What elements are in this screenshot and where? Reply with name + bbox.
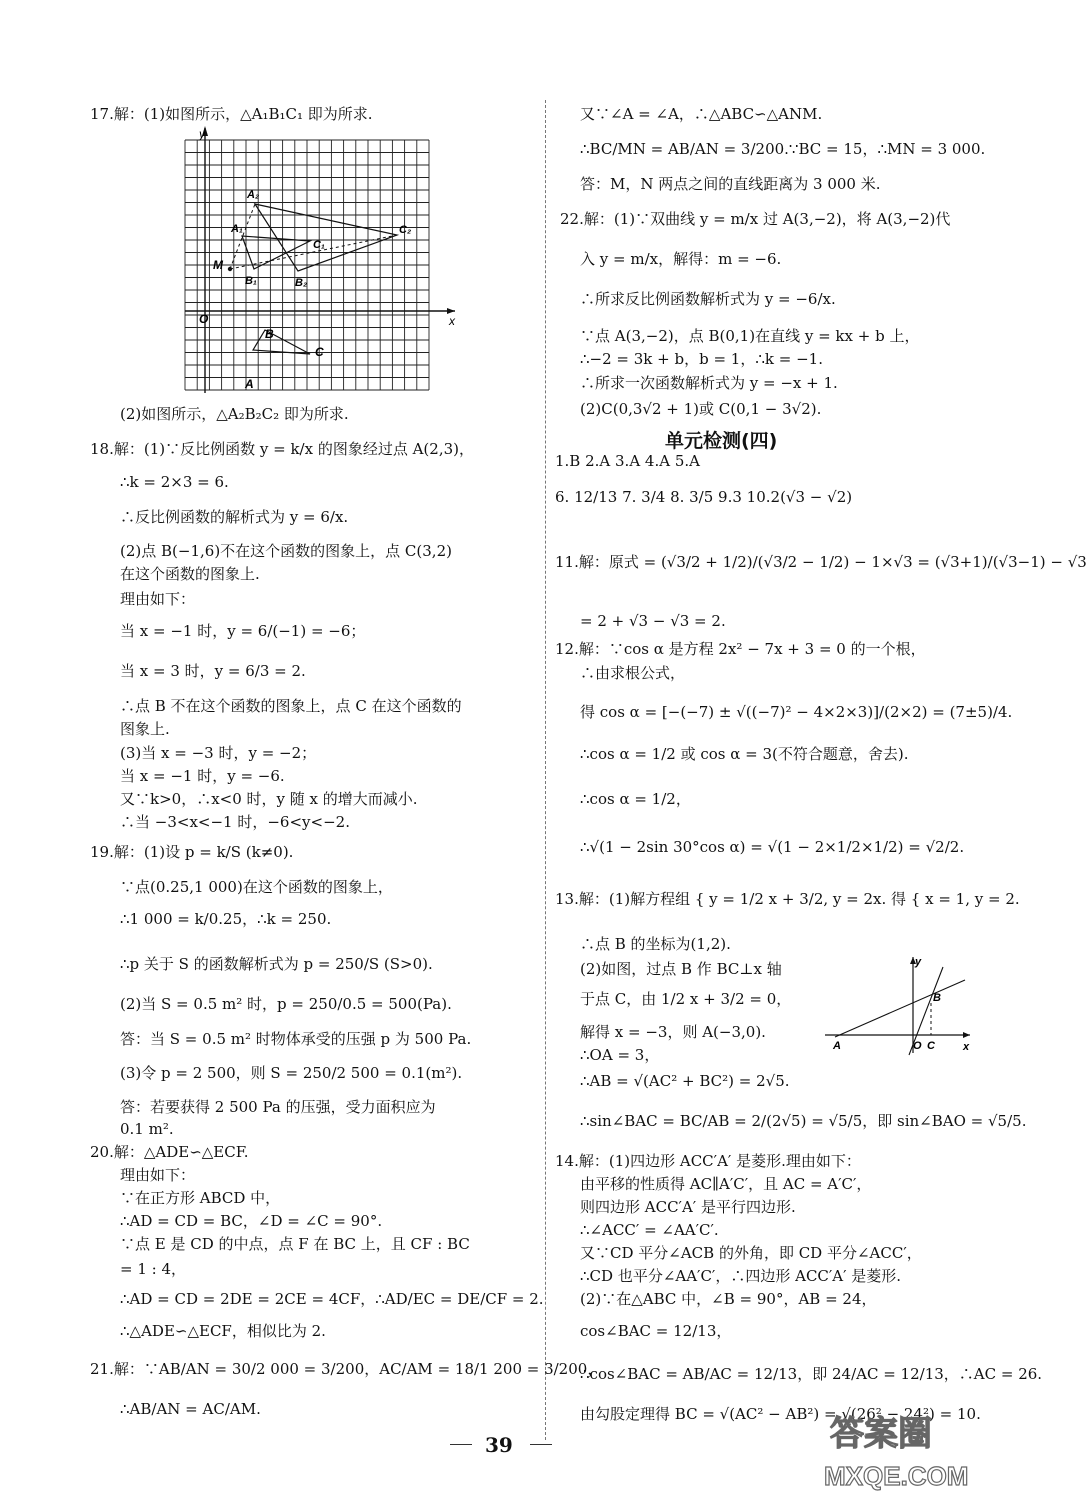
q18-line-6: 理由如下： (120, 590, 196, 608)
answers-row-2: 6. 12/13 7. 3/4 8. 3/5 9.3 10.2(√3 − √2) (555, 488, 853, 506)
q14-line-4: ∴∠ACC′ = ∠AA′C′. (580, 1221, 719, 1239)
q19-line-1: 19.解：(1)设 p = k/S (k≠0). (90, 843, 294, 861)
q14-line-5: 又∵CD 平分∠ACB 的外角，即 CD 平分∠ACC′， (580, 1244, 922, 1262)
q13-line-6: ∴OA = 3， (580, 1046, 660, 1064)
q22-line-4: ∵点 A(3,−2)，点 B(0,1)在直线 y = kx + b 上， (580, 327, 920, 345)
page-number-dash-left (450, 1444, 472, 1445)
q19-line-4: ∴p 关于 S 的函数解析式为 p = 250/S (S>0). (120, 955, 433, 973)
grid-origin-label: O (199, 312, 209, 326)
q12-line-4: ∴cos α = 1/2 或 cos α = 3(不符合题意，舍去). (580, 745, 909, 763)
q14-line-2: 由平移的性质得 AC∥A′C′，且 AC = A′C′， (580, 1175, 872, 1193)
triangle-a2b2c2 (255, 204, 397, 271)
q13-line-3: (2)如图，过点 B 作 BC⊥x 轴 (580, 960, 782, 978)
fig13-x-label: x (963, 1041, 970, 1053)
grid-m-label: M (213, 258, 223, 272)
grid-c2-label: C₂ (399, 224, 412, 236)
q13-line-1: 13.解：(1)解方程组 { y = 1/2 x + 3/2, y = 2x. 得 { x = 1, y = 2. (555, 890, 1020, 908)
q11-line-2: = 2 + √3 − √3 = 2. (580, 612, 726, 630)
grid-a-label: A (245, 377, 254, 391)
q18-line-4: (2)点 B(−1,6)不在这个函数的图象上，点 C(3,2) (120, 542, 452, 560)
answers-row-1: 1.B 2.A 3.A 4.A 5.A (555, 452, 700, 470)
q18-line-1: 18.解：(1)∵反比例函数 y = k/x 的图象经过点 A(2,3)， (90, 440, 474, 458)
q20-line-3: ∵在正方形 ABCD 中， (120, 1189, 281, 1207)
fig13-y-label: y (915, 956, 922, 968)
grid-y-label: y (199, 127, 205, 141)
q19-line-3: ∴1 000 = k/0.25，∴k = 250. (120, 910, 332, 928)
section-title: 单元检测(四) (665, 430, 778, 452)
q19-line-7: (3)令 p = 2 500，则 S = 250/2 500 = 0.1(m²). (120, 1064, 463, 1082)
column-divider (545, 100, 546, 1440)
fig13-o-label: O (913, 1040, 922, 1052)
grid-b1-label: B₁ (245, 275, 257, 287)
q22-line-2: 入 y = m/x，解得：m = −6. (580, 250, 782, 268)
triangle-abc (253, 330, 310, 354)
q18-line-11: (3)当 x = −3 时，y = −2； (120, 744, 317, 762)
q21-line-1: 21.解：∵AB/AN = 30/2 000 = 3/200，AC/AM = 18/1 200 = 3/200， (90, 1360, 603, 1378)
fig13-a-label: A (833, 1040, 841, 1052)
q18-line-14: ∴当 −3<x<−1 时，−6<y<−2. (120, 813, 350, 831)
q14-line-6: ∴CD 也平分∠AA′C′，∴四边形 ACC′A′ 是菱形. (580, 1267, 902, 1285)
q18-line-13: 又∵k>0，∴x<0 时，y 随 x 的增大而减小. (120, 790, 418, 808)
fig13-c-label: C (927, 1040, 935, 1052)
q20-line-5: ∵点 E 是 CD 的中点，点 F 在 BC 上，且 CF : BC (120, 1235, 470, 1253)
q14-line-3: 则四边形 ACC′A′ 是平行四边形. (580, 1198, 796, 1216)
q19-line-9: 0.1 m². (120, 1120, 174, 1138)
q13-line-7: ∴AB = √(AC² + BC²) = 2√5. (580, 1072, 790, 1090)
q21-line-2: ∴AB/AN = AC/AM. (120, 1400, 261, 1418)
grid-b-label: B (265, 327, 274, 341)
page-number-dash-right (530, 1444, 552, 1445)
q17-line-1: 17.解：(1)如图所示，△A₁B₁C₁ 即为所求. (90, 105, 373, 123)
q14-line-7: (2)∵在△ABC 中，∠B = 90°，AB = 24， (580, 1290, 877, 1308)
q21c-line-3: 答：M，N 两点之间的直线距离为 3 000 米. (580, 175, 881, 193)
q12-line-1: 12.解：∵cos α 是方程 2x² − 7x + 3 = 0 的一个根， (555, 640, 926, 658)
q22-line-5: ∴−2 = 3k + b，b = 1，∴k = −1. (580, 350, 823, 368)
q21c-line-2: ∴BC/MN = AB/AN = 3/200.∵BC = 15，∴MN = 3 000. (580, 140, 986, 158)
grid-b2-label: B₂ (295, 277, 308, 289)
q14-line-8: cos∠BAC = 12/13， (580, 1322, 732, 1340)
watermark-line-2: MXQE.COM (824, 1461, 969, 1491)
q14-line-9: ∴cos∠BAC = AB/AC = 12/13，即 24/AC = 12/13，∴AC = 26. (580, 1365, 1043, 1383)
q19-line-5: (2)当 S = 0.5 m² 时，p = 250/0.5 = 500(Pa). (120, 995, 452, 1013)
q19-line-6: 答：当 S = 0.5 m² 时物体承受的压强 p 为 500 Pa. (120, 1030, 472, 1048)
q20-line-6: = 1 : 4， (120, 1260, 187, 1278)
q11-line-1: 11.解：原式 = (√3/2 + 1/2)/(√3/2 − 1/2) − 1×√3 = (√3+1)/(√3−1) − √3 (555, 553, 1087, 571)
q18-line-9: ∴点 B 不在这个函数的图象上，点 C 在这个函数的 (120, 697, 462, 715)
q18-line-10: 图象上. (120, 720, 170, 738)
q13-line-8: ∴sin∠BAC = BC/AB = 2/(2√5) = √5/5，即 sin∠BAO = √5/5. (580, 1112, 1027, 1130)
grid-a2-label: A₂ (247, 189, 260, 201)
q17-line-2: (2)如图所示，△A₂B₂C₂ 即为所求. (120, 405, 349, 423)
q20-line-7: ∴AD = CD = 2DE = 2CE = 4CF，∴AD/EC = DE/CF = 2. (120, 1290, 544, 1308)
grid-x-label: x (449, 314, 455, 328)
q12-line-2: ∴由求根公式， (580, 664, 686, 682)
watermark-logo (810, 1400, 980, 1495)
q12-line-3: 得 cos α = [−(−7) ± √((−7)² − 4×2×3)]/(2×2) = (7±5)/4. (580, 703, 1013, 721)
q18-line-2: ∴k = 2×3 = 6. (120, 473, 229, 491)
q12-line-5: ∴cos α = 1/2， (580, 790, 691, 808)
coordinate-grid-figure (185, 128, 465, 393)
watermark-line-1: 答案圈 (830, 1415, 932, 1453)
q13-line-2: ∴点 B 的坐标为(1,2). (580, 935, 731, 953)
q22-line-3: ∴所求反比例函数解析式为 y = −6/x. (580, 290, 836, 308)
q19-line-2: ∵点(0.25,1 000)在这个函数的图象上， (120, 878, 393, 896)
q14-line-10: 由勾股定理得 BC = √(AC² − AB²) = √(26² − 24²) = 10. (580, 1405, 981, 1423)
q20-line-4: ∴AD = CD = BC，∠D = ∠C = 90°. (120, 1212, 383, 1230)
q20-line-8: ∴△ADE∽△ECF，相似比为 2. (120, 1322, 326, 1340)
grid-c-label: C (315, 345, 324, 359)
q18-line-12: 当 x = −1 时，y = −6. (120, 767, 285, 785)
page-number: 39 (485, 1433, 513, 1457)
q18-line-3: ∴反比例函数的解析式为 y = 6/x. (120, 508, 349, 526)
q14-line-1: 14.解：(1)四边形 ACC′A′ 是菱形.理由如下： (555, 1152, 861, 1170)
q22-line-6: ∴所求一次函数解析式为 y = −x + 1. (580, 374, 838, 392)
fig13-b-label: B (933, 992, 941, 1004)
q13-figure (825, 955, 975, 1055)
q22-line-1: 22.解：(1)∵双曲线 y = m/x 过 A(3,−2)，将 A(3,−2)代 (560, 210, 951, 228)
q18-line-5: 在这个函数的图象上. (120, 565, 260, 583)
q12-line-6: ∴√(1 − 2sin 30°cos α) = √(1 − 2×1/2×1/2) = √2/2. (580, 838, 965, 856)
grid-a1-label: A₁ (231, 223, 243, 235)
grid-c1-label: C₁ (313, 239, 325, 251)
q18-line-8: 当 x = 3 时，y = 6/3 = 2. (120, 662, 306, 680)
q21c-line-1: 又∵∠A = ∠A，∴△ABC∽△ANM. (580, 105, 823, 123)
q13-line-5: 解得 x = −3，则 A(−3,0). (580, 1023, 766, 1041)
q22-line-7: (2)C(0,3√2 + 1)或 C(0,1 − 3√2). (580, 400, 822, 418)
q20-line-1: 20.解：△ADE∽△ECF. (90, 1143, 249, 1161)
q20-line-2: 理由如下： (120, 1166, 196, 1184)
q13-line-4: 于点 C，由 1/2 x + 3/2 = 0， (580, 990, 792, 1008)
q19-line-8: 答：若要获得 2 500 Pa 的压强，受力面积应为 (120, 1098, 436, 1116)
q18-line-7: 当 x = −1 时，y = 6/(−1) = −6； (120, 622, 366, 640)
